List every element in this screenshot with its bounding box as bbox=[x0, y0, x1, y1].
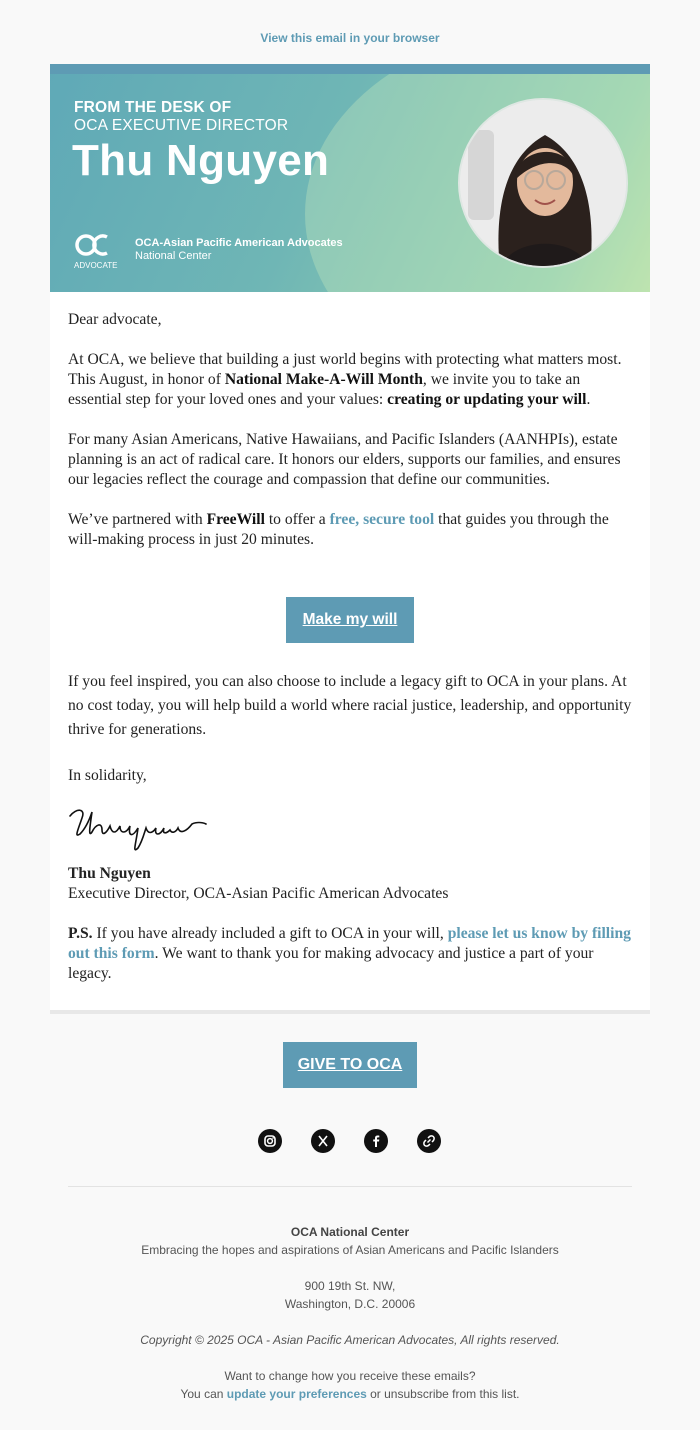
oca-logo-icon bbox=[74, 234, 122, 270]
paragraph-4: If you feel inspired, you can also choose to include a legacy gift to OCA in your plans. At no cost today, you will help build a world where racial justice, leadership, and opportunity thrive for generations. bbox=[68, 673, 632, 738]
org-sub: National Center bbox=[135, 250, 212, 262]
footer-prefs-line bbox=[0, 1385, 700, 1403]
greeting: Dear advocate, bbox=[68, 311, 162, 328]
footer-divider bbox=[68, 1186, 632, 1187]
p3-text-c: to offer a bbox=[264, 511, 330, 528]
give-to-oca-button[interactable]: GIVE TO OCA bbox=[283, 1042, 417, 1088]
hero-stripe bbox=[50, 64, 650, 74]
footer-info bbox=[0, 1223, 700, 1403]
email-card bbox=[50, 64, 650, 1014]
paragraph-1 bbox=[68, 350, 632, 410]
logo-text: ADVOCATE bbox=[74, 261, 118, 270]
x-icon[interactable] bbox=[311, 1129, 335, 1153]
kicker-line-2: OCA EXECUTIVE DIRECTOR bbox=[74, 117, 289, 134]
p3-bold-freewill: FreeWill bbox=[206, 511, 265, 528]
closing: In solidarity, bbox=[68, 767, 147, 784]
hero-name: Thu Nguyen bbox=[72, 136, 330, 185]
signature-image bbox=[66, 804, 208, 856]
director-photo bbox=[458, 98, 628, 268]
ps-text-a: If you have already included a gift to OCA in your will, bbox=[92, 925, 448, 942]
footer-address-1: 900 19th St. NW, bbox=[304, 1279, 396, 1293]
hero-kicker bbox=[74, 99, 288, 135]
ps-text-b: . We want to thank you for making advocacy and justice a part of your legacy. bbox=[68, 945, 594, 982]
p1-bold-will: creating or updating your will bbox=[387, 391, 587, 408]
p1-bold-month: National Make-A-Will Month bbox=[224, 371, 423, 388]
paragraph-2: For many Asian Americans, Native Hawaiians, and Pacific Islanders (AANHPIs), estate planning is an act of radical care. It honors our elders, supports our families, and ensures our legacies reflect the courage and compassion that define our communities. bbox=[68, 431, 621, 488]
free-secure-tool-link[interactable]: free, secure tool bbox=[329, 511, 435, 528]
update-preferences-link[interactable]: update your preferences bbox=[226, 1387, 367, 1401]
signer-name: Thu Nguyen bbox=[68, 865, 151, 882]
kicker-line-1: FROM THE DESK OF bbox=[74, 99, 232, 116]
facebook-icon[interactable] bbox=[364, 1129, 388, 1153]
footer-copyright: Copyright © 2025 OCA - Asian Pacific American Advocates, All rights reserved. bbox=[140, 1333, 560, 1347]
view-in-browser-link[interactable]: View this email in your browser bbox=[260, 31, 440, 45]
social-links bbox=[258, 1129, 442, 1153]
signer-block bbox=[68, 864, 632, 904]
org-name: OCA-Asian Pacific American Advocates bbox=[135, 237, 343, 249]
prefs-text-a: You can bbox=[180, 1387, 227, 1401]
hero-org bbox=[135, 237, 343, 263]
paragraph-3 bbox=[68, 510, 632, 550]
postscript bbox=[68, 924, 632, 984]
footer-tagline: Embracing the hopes and aspirations of Asian Americans and Pacific Islanders bbox=[141, 1243, 559, 1257]
footer-prefs-question: Want to change how you receive these emails? bbox=[224, 1369, 476, 1383]
feedback-form-link[interactable]: please let us know by filling out this form bbox=[68, 925, 631, 962]
p1-text-e: . bbox=[586, 391, 591, 408]
p3-text-d: that guides you through the will-making process in just 20 minutes. bbox=[68, 511, 609, 548]
signer-title: Executive Director, OCA-Asian Pacific American Advocates bbox=[68, 885, 449, 902]
footer-address-2: Washington, D.C. 20006 bbox=[284, 1297, 416, 1311]
p1-text-c: , we invite you to take an essential step for your loved ones and your values: bbox=[68, 371, 581, 408]
hero-banner bbox=[50, 64, 650, 292]
make-my-will-button[interactable]: Make my will bbox=[286, 597, 414, 643]
link-icon[interactable] bbox=[417, 1129, 441, 1153]
p1-text-a: At OCA, we believe that building a just world begins with protecting what matters most. This August, in honor of bbox=[68, 351, 622, 388]
instagram-icon[interactable] bbox=[258, 1129, 282, 1153]
prefs-text-b: or unsubscribe from this list. bbox=[366, 1387, 520, 1401]
letter-body bbox=[50, 292, 650, 550]
topbar bbox=[0, 0, 700, 64]
p3-text-a: We’ve partnered with bbox=[68, 511, 207, 528]
footer-org-title: OCA National Center bbox=[290, 1225, 410, 1239]
ps-label: P.S. bbox=[68, 925, 93, 942]
portrait-image bbox=[460, 100, 628, 268]
